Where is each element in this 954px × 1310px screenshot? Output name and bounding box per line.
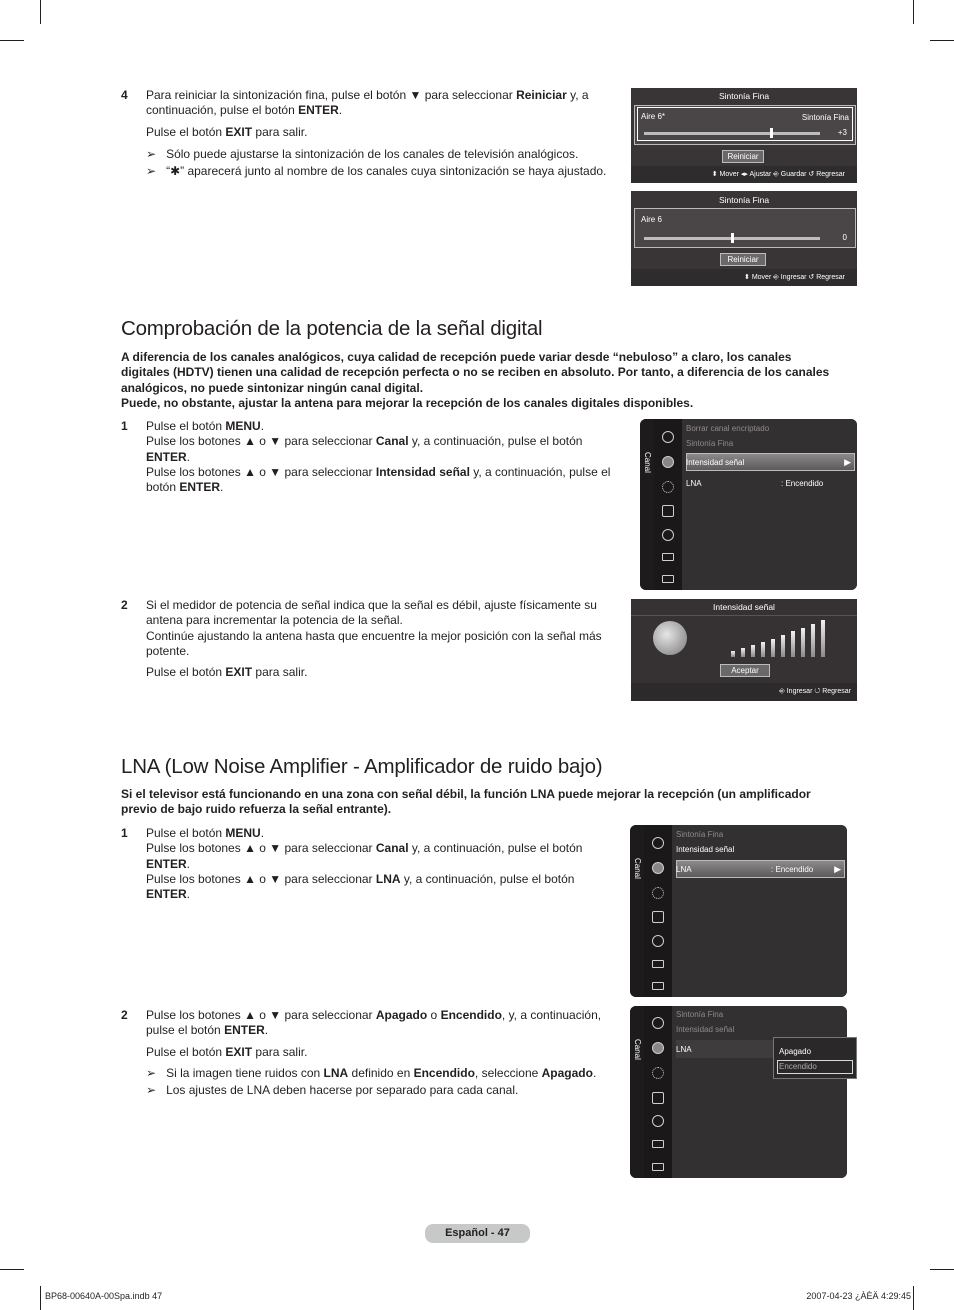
channel-menu-2 [630, 825, 847, 997]
picture-icon[interactable] [662, 431, 674, 443]
gear-icon[interactable] [662, 481, 674, 493]
print-date: 2007-04-23 ¿ÀÈÄ 4:29:45 [806, 1291, 911, 1301]
text: analógicos, no puede sintonizar ningún canal digital. [121, 380, 424, 395]
slider-handle[interactable] [770, 128, 773, 138]
arrow-icon: ➢ [146, 1066, 157, 1080]
menu-item-sintonia-fina[interactable]: Sintonía Fina [676, 1010, 724, 1019]
channel-label: Aire 6* [641, 112, 666, 121]
signal-bar [761, 642, 765, 657]
text: definido en [348, 1066, 414, 1080]
text: Si la imagen tiene ruidos con [166, 1066, 324, 1080]
section-heading: Comprobación de la potencia de la señal digital [121, 317, 543, 340]
menu-side-label: Canal [633, 1039, 642, 1060]
text: Apagado [541, 1066, 593, 1080]
text: Pulse los botones ▲ o ▼ para seleccionar [146, 841, 376, 856]
step-number: 2 [121, 1008, 128, 1022]
text: Pulse el botón [146, 1044, 226, 1059]
divider [631, 615, 857, 616]
text: ENTER [179, 480, 221, 495]
text: para salir. [252, 1044, 308, 1059]
channel-menu-3 [630, 1006, 847, 1178]
gear-icon[interactable] [652, 887, 664, 899]
input-icon[interactable] [652, 911, 664, 923]
text: MENU [225, 419, 261, 433]
signal-bar [731, 651, 735, 657]
page-number-badge: Español - 47 [425, 1224, 530, 1243]
text: Reiniciar [516, 88, 567, 102]
arrow-icon: ➢ [146, 164, 157, 179]
menu-main [672, 1006, 847, 1178]
display-icon[interactable] [662, 575, 674, 583]
slider-handle[interactable] [731, 233, 734, 243]
text: EXIT [225, 1044, 253, 1059]
menu-icon-column [644, 1006, 672, 1178]
text: ENTER [298, 103, 339, 118]
file-name: BP68-00640A-00Spa.indb 47 [45, 1291, 163, 1301]
right-label: Sintonía Fina [801, 113, 849, 122]
signal-bar [771, 639, 775, 657]
signal-bar [751, 645, 755, 657]
menu-item-lna[interactable]: LNA [676, 865, 692, 874]
display-icon[interactable] [652, 1163, 664, 1171]
menu-main [682, 419, 857, 590]
fine-tune-slider[interactable] [644, 132, 820, 135]
text: EXIT [225, 124, 253, 139]
text: Para reiniciar la sintonización fina, pulse el botón ▼ para seleccionar [146, 88, 517, 102]
menu-icon-column [654, 419, 682, 590]
menu-item-sintonia-fina[interactable]: Sintonía Fina [686, 439, 734, 448]
text: MENU [225, 826, 261, 840]
menu-item-lna[interactable]: LNA [686, 479, 702, 488]
tuning-box [634, 105, 856, 145]
crop-mark [930, 40, 954, 41]
crop-mark [0, 40, 24, 41]
menu-item-sintonia-fina[interactable]: Sintonía Fina [676, 830, 724, 839]
clock-icon[interactable] [652, 935, 664, 947]
satellite-dish-icon [653, 621, 687, 655]
display-icon[interactable] [652, 982, 664, 990]
option-apagado[interactable]: Apagado [779, 1047, 812, 1056]
text: ENTER [224, 1023, 265, 1038]
crop-mark [913, 0, 914, 24]
tuning-value: 0 [842, 233, 847, 242]
text: Encendido [413, 1066, 475, 1080]
note-text: Los ajustes de LNA deben hacerse por separado para cada canal. [166, 1083, 519, 1098]
text: Encendido [440, 1008, 502, 1022]
text: Pulse los botones ▲ o ▼ para seleccionar [146, 434, 376, 449]
picture-icon[interactable] [652, 1017, 664, 1029]
text: antena para incrementar la potencia de la señal. [146, 613, 403, 628]
text: EXIT [225, 665, 253, 680]
notes: ➢ Si la imagen tiene ruidos con LNA definido en Encendido, seleccione Apagado. ➢ Los ajustes de LNA deben hacerse por separado para cada canal. [146, 1066, 597, 1098]
arrow-icon: ➢ [146, 147, 157, 161]
clock-icon[interactable] [652, 1115, 664, 1127]
text: Si el medidor de potencia de señal indica que la señal es débil, ajuste físicamente su [146, 598, 597, 612]
menu-side-label: Canal [633, 858, 642, 879]
menu-main [672, 825, 847, 997]
hint-text: ⬍ Mover ⎆ Ingresar ↺ Regresar [744, 274, 845, 281]
text: y, a continuación, pulse el botón [400, 871, 575, 886]
notes [146, 147, 626, 180]
text: y, a [566, 88, 589, 102]
signal-strength-screen [631, 599, 857, 701]
fine-tune-screen-1 [631, 88, 857, 183]
step-1-text: Pulse el botón MENU. Pulse los botones ▲ o ▼ para seleccionar Canal y, a continuación, pulse el botón ENTER. Pulse los botones ▲ o ▼ para seleccionar Intensidad señal y, a continuación, pulse el botón ENTER. [146, 419, 611, 495]
text: botón [146, 480, 180, 495]
channel-icon[interactable] [652, 1042, 664, 1054]
text: Canal [375, 434, 409, 449]
note-text: “✱” aparecerá junto al nombre de los canales cuya sintonización se haya ajustado. [166, 164, 607, 179]
arrow-icon: ➢ [146, 1083, 157, 1098]
section-intro [121, 350, 861, 411]
gear-icon[interactable] [652, 1067, 664, 1079]
list-icon[interactable] [652, 1140, 664, 1148]
text: potente. [146, 643, 190, 658]
channel-icon[interactable] [662, 456, 674, 468]
text: Pulse el botón [146, 665, 226, 680]
signal-bar [741, 648, 745, 657]
screen-title: Sintonía Fina [718, 91, 770, 101]
screen-title: Sintonía Fina [718, 195, 770, 205]
text: A diferencia de los canales analógicos, cuya calidad de recepción puede variar desde “nebuloso” a claro, los canales [121, 350, 792, 364]
menu-item-intensidad-senal[interactable]: Intensidad señal [676, 1025, 735, 1034]
step-2-text [146, 598, 626, 680]
text: . [260, 419, 265, 433]
menu-item-intensidad-senal[interactable]: Intensidad señal [686, 458, 745, 467]
signal-bar [791, 631, 795, 657]
input-icon[interactable] [662, 505, 674, 517]
menu-item-intensidad-senal[interactable]: Intensidad señal [676, 845, 735, 854]
crop-mark [0, 1269, 24, 1270]
text: ENTER [146, 856, 187, 871]
text: , seleccione [474, 1066, 542, 1080]
text: . [338, 103, 343, 118]
channel-menu-1 [640, 419, 857, 590]
tuning-value: +3 [837, 128, 847, 137]
lna-value: : Encendido [771, 865, 814, 874]
note-text: Sólo puede ajustarse la sintonización de los canales de televisión analógicos. [166, 147, 579, 161]
menu-item-borrar-canal[interactable]: Borrar canal encriptado [686, 424, 770, 433]
step-1-text: Pulse el botón MENU. Pulse los botones ▲ o ▼ para seleccionar Canal y, a continuación, pulse el botón ENTER. Pulse los botones ▲ o ▼ para seleccionar LNA y, a continuación, pulse el botón ENTER. [146, 826, 583, 902]
text: o [427, 1008, 441, 1022]
text: y, a continuación, pulse el [469, 464, 611, 479]
text: continuación, pulse el botón [146, 103, 299, 118]
fine-tune-screen-2 [631, 191, 857, 286]
text: para salir. [252, 124, 308, 139]
hint-text: ⎆ Ingresar ↺ Regresar [779, 688, 851, 695]
menu-side-strip [630, 1006, 644, 1178]
text: LNA [323, 1066, 349, 1080]
text: Pulse los botones ▲ o ▼ para seleccionar [146, 464, 376, 479]
signal-bar [781, 635, 785, 657]
text: Intensidad señal [375, 464, 470, 479]
text: y, a continuación, pulse el botón [408, 434, 583, 449]
hint-text: ⬍ Mover ◂▸ Ajustar ⎆ Guardar ↺ Regresar [711, 171, 845, 178]
signal-bars [731, 617, 827, 657]
channel-label: Aire 6 [641, 215, 662, 224]
crop-mark [40, 0, 41, 24]
text: Pulse el botón [146, 826, 226, 840]
list-icon[interactable] [662, 553, 674, 561]
tuning-box [634, 208, 856, 248]
signal-bar [821, 620, 825, 657]
step-number: 1 [121, 419, 128, 433]
menu-highlight[interactable] [676, 860, 845, 878]
menu-side-strip [630, 825, 644, 997]
text: Si el televisor está funcionando en una zona con señal débil, la función LNA puede mejorar la recepción (un amplificador [121, 787, 811, 801]
text: , y, a continuación, [501, 1008, 602, 1022]
option-encendido[interactable]: Encendido [779, 1062, 817, 1071]
channel-icon[interactable] [652, 862, 664, 874]
signal-bar [811, 624, 815, 657]
crop-mark [40, 1286, 41, 1310]
input-icon[interactable] [652, 1092, 664, 1104]
signal-bar [801, 628, 805, 657]
section-intro [121, 787, 861, 818]
text: LNA [375, 871, 401, 886]
section-heading: LNA (Low Noise Amplifier - Amplificador de ruido bajo) [121, 755, 603, 778]
text: Pulse el botón [146, 124, 226, 139]
step-2-text: Pulse los botones ▲ o ▼ para seleccionar Apagado o Encendido, y, a continuación, pulse el botón ENTER. Pulse el botón EXIT para salir. [146, 1008, 602, 1059]
lna-value: : Encendido [781, 479, 824, 488]
accept-button[interactable]: Aceptar [720, 664, 770, 677]
list-icon[interactable] [652, 960, 664, 968]
reset-button[interactable]: Reiniciar [720, 253, 766, 266]
step-number: 1 [121, 826, 128, 840]
arrow-right-icon: ▶ [844, 457, 851, 467]
text: Canal [375, 841, 409, 856]
reset-button[interactable]: Reiniciar [722, 150, 764, 163]
text: Pulse los botones ▲ o ▼ para seleccionar [146, 1008, 376, 1022]
clock-icon[interactable] [662, 529, 674, 541]
text: Pulse los botones ▲ o ▼ para seleccionar [146, 871, 376, 886]
menu-side-label: Canal [643, 452, 652, 473]
text: Continúe ajustando la antena hasta que encuentre la mejor posición con la señal más [146, 628, 602, 643]
text: para salir. [252, 665, 308, 680]
text: previo de bajo ruido refuerza la señal entrante). [121, 802, 392, 817]
text: ENTER [146, 449, 187, 464]
menu-side-strip [640, 419, 654, 590]
crop-mark [930, 1269, 954, 1270]
picture-icon[interactable] [652, 837, 664, 849]
step-number: 2 [121, 598, 128, 612]
text: y, a continuación, pulse el botón [408, 841, 583, 856]
step-number: 4 [121, 88, 128, 102]
text: Puede, no obstante, ajustar la antena para mejorar la recepción de los canales digitales disponibles. [121, 395, 694, 410]
text: ENTER [146, 887, 187, 902]
text: Pulse el botón [146, 419, 226, 433]
lna-options-dropdown [773, 1037, 857, 1079]
arrow-right-icon: ▶ [834, 864, 841, 874]
step-4-text [146, 88, 616, 140]
text: Apagado [375, 1008, 428, 1022]
screen-title: Intensidad señal [713, 602, 775, 612]
menu-icon-column [644, 825, 672, 997]
text: pulse el botón [146, 1023, 225, 1038]
crop-mark [913, 1286, 914, 1310]
text: digitales (HDTV) tienen una calidad de recepción perfecta o no se reciben en absoluto. Por tanto, a diferencia de los canales [121, 365, 830, 380]
menu-item-lna[interactable]: LNA [676, 1045, 692, 1054]
